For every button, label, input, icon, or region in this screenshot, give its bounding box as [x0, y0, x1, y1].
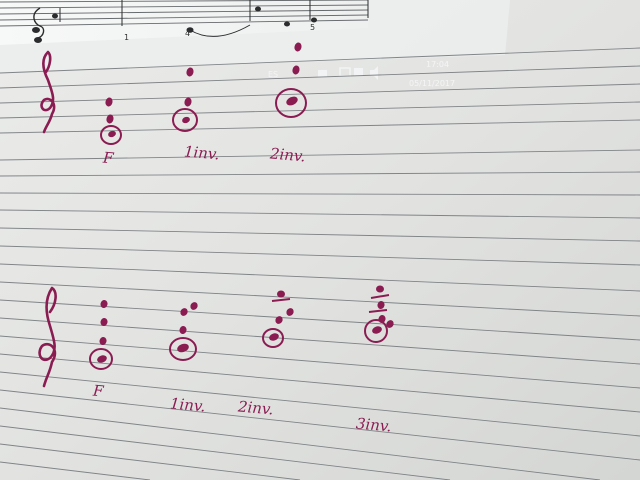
- chord-label: 2inv.: [269, 144, 307, 166]
- network-icon: [318, 70, 327, 77]
- language-indicator: ES: [268, 70, 279, 79]
- chord-label: F: [102, 148, 115, 168]
- chord-label: 1inv.: [183, 142, 221, 164]
- chord-label: 1inv.: [169, 394, 207, 416]
- chord-label: 2inv.: [237, 397, 275, 419]
- taskbar-clock-time: 17:04: [426, 60, 450, 69]
- chord-label: F: [92, 381, 105, 401]
- score-measure-number: 4: [185, 29, 191, 38]
- taskbar-clock-date: 05/11/2017: [409, 79, 456, 88]
- window-icon: [354, 68, 363, 76]
- score-measure-number: 5: [310, 23, 316, 32]
- chord-label: 3inv.: [355, 414, 393, 436]
- score-measure-number: 1: [124, 33, 130, 42]
